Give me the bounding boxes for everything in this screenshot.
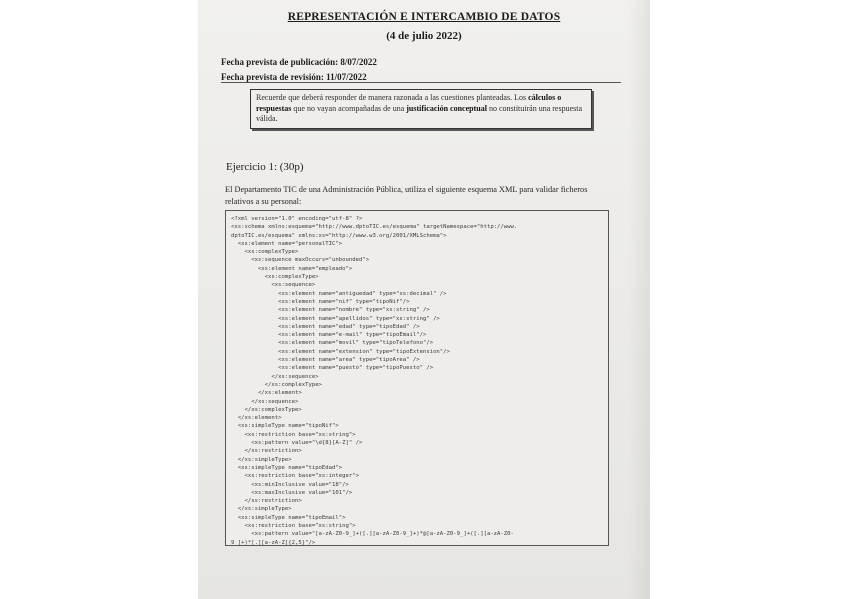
instructions-note bbox=[250, 89, 592, 129]
note-bold-1: cálculos o respuestas bbox=[256, 93, 562, 113]
code-line: <xs:sequence> bbox=[231, 282, 316, 289]
page-shadow bbox=[628, 0, 650, 599]
code-line: <?xml version="1.0" encoding="utf-8" ?> bbox=[231, 216, 363, 222]
code-line: </xs:simpleType> bbox=[231, 456, 292, 463]
code-line: <xs:element name="area" type="tipoArea" /> bbox=[231, 357, 420, 364]
code-line: <xs:simpleType name="tipoEdad"> bbox=[231, 464, 343, 471]
code-line: <xs:schema xmlns:esquema="http://www.dptoTIC.es/esquema" targetNamespace="http://www. bbox=[231, 224, 518, 231]
document-date: (4 de julio 2022) bbox=[386, 30, 462, 42]
code-line: <xs:element name="puesto" type="tipoPuesto" /> bbox=[231, 365, 434, 372]
code-line: </xs:restriction> bbox=[231, 448, 302, 455]
exam-sheet bbox=[198, 0, 650, 599]
code-line: <xs:restriction base="xs:integer"> bbox=[231, 473, 359, 480]
code-line: dptoTIC.es/esquema" xmlns:xs="http://www.w3.org/2001/XMLSchema"> bbox=[231, 232, 447, 239]
code-line: <xs:complexType> bbox=[231, 274, 319, 281]
note-text-3: no constituirán una respuesta válida. bbox=[256, 103, 583, 123]
code-line: </xs:complexType> bbox=[231, 406, 302, 413]
code-line: </xs:simpleType> bbox=[231, 506, 292, 513]
code-line: <xs:restriction base="xs:string"> bbox=[231, 522, 356, 529]
code-line: <xs:pattern value="[a-zA-Z0-9_]+([.][a-zA-Z0-9_]+)*@[a-zA-Z0-9_]+([.][a-zA-Z0- bbox=[231, 531, 514, 538]
note-text-1: Recuerde que deberá responder de manera razonada a las cuestiones planteadas. Los bbox=[256, 93, 529, 102]
revision-date: Fecha prevista de revisión: 11/07/2022 bbox=[221, 72, 367, 82]
code-line: <xs:simpleType name="tipoNif"> bbox=[231, 423, 339, 430]
code-line: <xs:simpleType name="tipoEmail"> bbox=[231, 514, 346, 521]
code-line: <xs:element name="edad" type="tipoEdad" /> bbox=[231, 323, 420, 330]
code-line: <xs:element name="movil" type="tipoTelefono"/> bbox=[231, 340, 434, 347]
code-line: <xs:element name="e-mail" type="tipoEmail"/> bbox=[231, 332, 427, 339]
code-line: </xs:element> bbox=[231, 415, 282, 422]
code-line: </xs:element> bbox=[231, 390, 302, 397]
code-line: <xs:element name="personalTIC"> bbox=[231, 240, 343, 247]
code-line: <xs:element name="nombre" type="xs:string" /> bbox=[231, 307, 430, 314]
note-bold-2: justificación conceptual bbox=[406, 103, 487, 113]
header-rule bbox=[221, 82, 621, 83]
xml-schema-code bbox=[225, 210, 609, 546]
code-line: <xs:element name="extension" type="tipoExtension"/> bbox=[231, 348, 450, 355]
note-text-2: que no vayan acompañadas de una bbox=[291, 103, 407, 113]
exercise-intro: El Departamento TIC de una Administración Pública, utiliza el siguiente esquema XML para validar ficheros relativos a su personal: bbox=[225, 185, 588, 206]
document-title: REPRESENTACIÓN E INTERCAMBIO DE DATOS bbox=[287, 11, 561, 23]
code-line: <xs:pattern value="\d{8}[A-Z]" /> bbox=[231, 440, 363, 447]
code-line: <xs:element name="apellidos" type="xs:string" /> bbox=[231, 315, 440, 322]
code-line: 9_]+)*[.][a-zA-Z]{2,5}"/> bbox=[231, 539, 316, 546]
code-line: <xs:restriction base="xs:string"> bbox=[231, 431, 356, 438]
code-line: <xs:element name="nif" type="tipoNif"/> bbox=[231, 298, 410, 305]
code-line: </xs:restriction> bbox=[231, 498, 302, 505]
code-line: </xs:sequence> bbox=[231, 398, 299, 405]
code-line: </xs:sequence> bbox=[231, 373, 319, 380]
code-line: </xs:complexType> bbox=[231, 381, 322, 388]
code-line: <xs:complexType> bbox=[231, 249, 299, 256]
exercise-title: Ejercicio 1: (30p) bbox=[226, 161, 304, 173]
code-line: <xs:maxInclusive value="101"/> bbox=[231, 489, 353, 496]
publication-date: Fecha prevista de publicación: 8/07/2022 bbox=[221, 57, 377, 67]
code-line: <xs:element name="empleado"> bbox=[231, 265, 353, 272]
code-line: <xs:element name="antiguedad" type="xs:decimal" /> bbox=[231, 290, 447, 297]
code-line: <xs:sequence maxOccurs="unbounded"> bbox=[231, 257, 370, 264]
code-line: <xs:minInclusive value="18"/> bbox=[231, 481, 349, 488]
